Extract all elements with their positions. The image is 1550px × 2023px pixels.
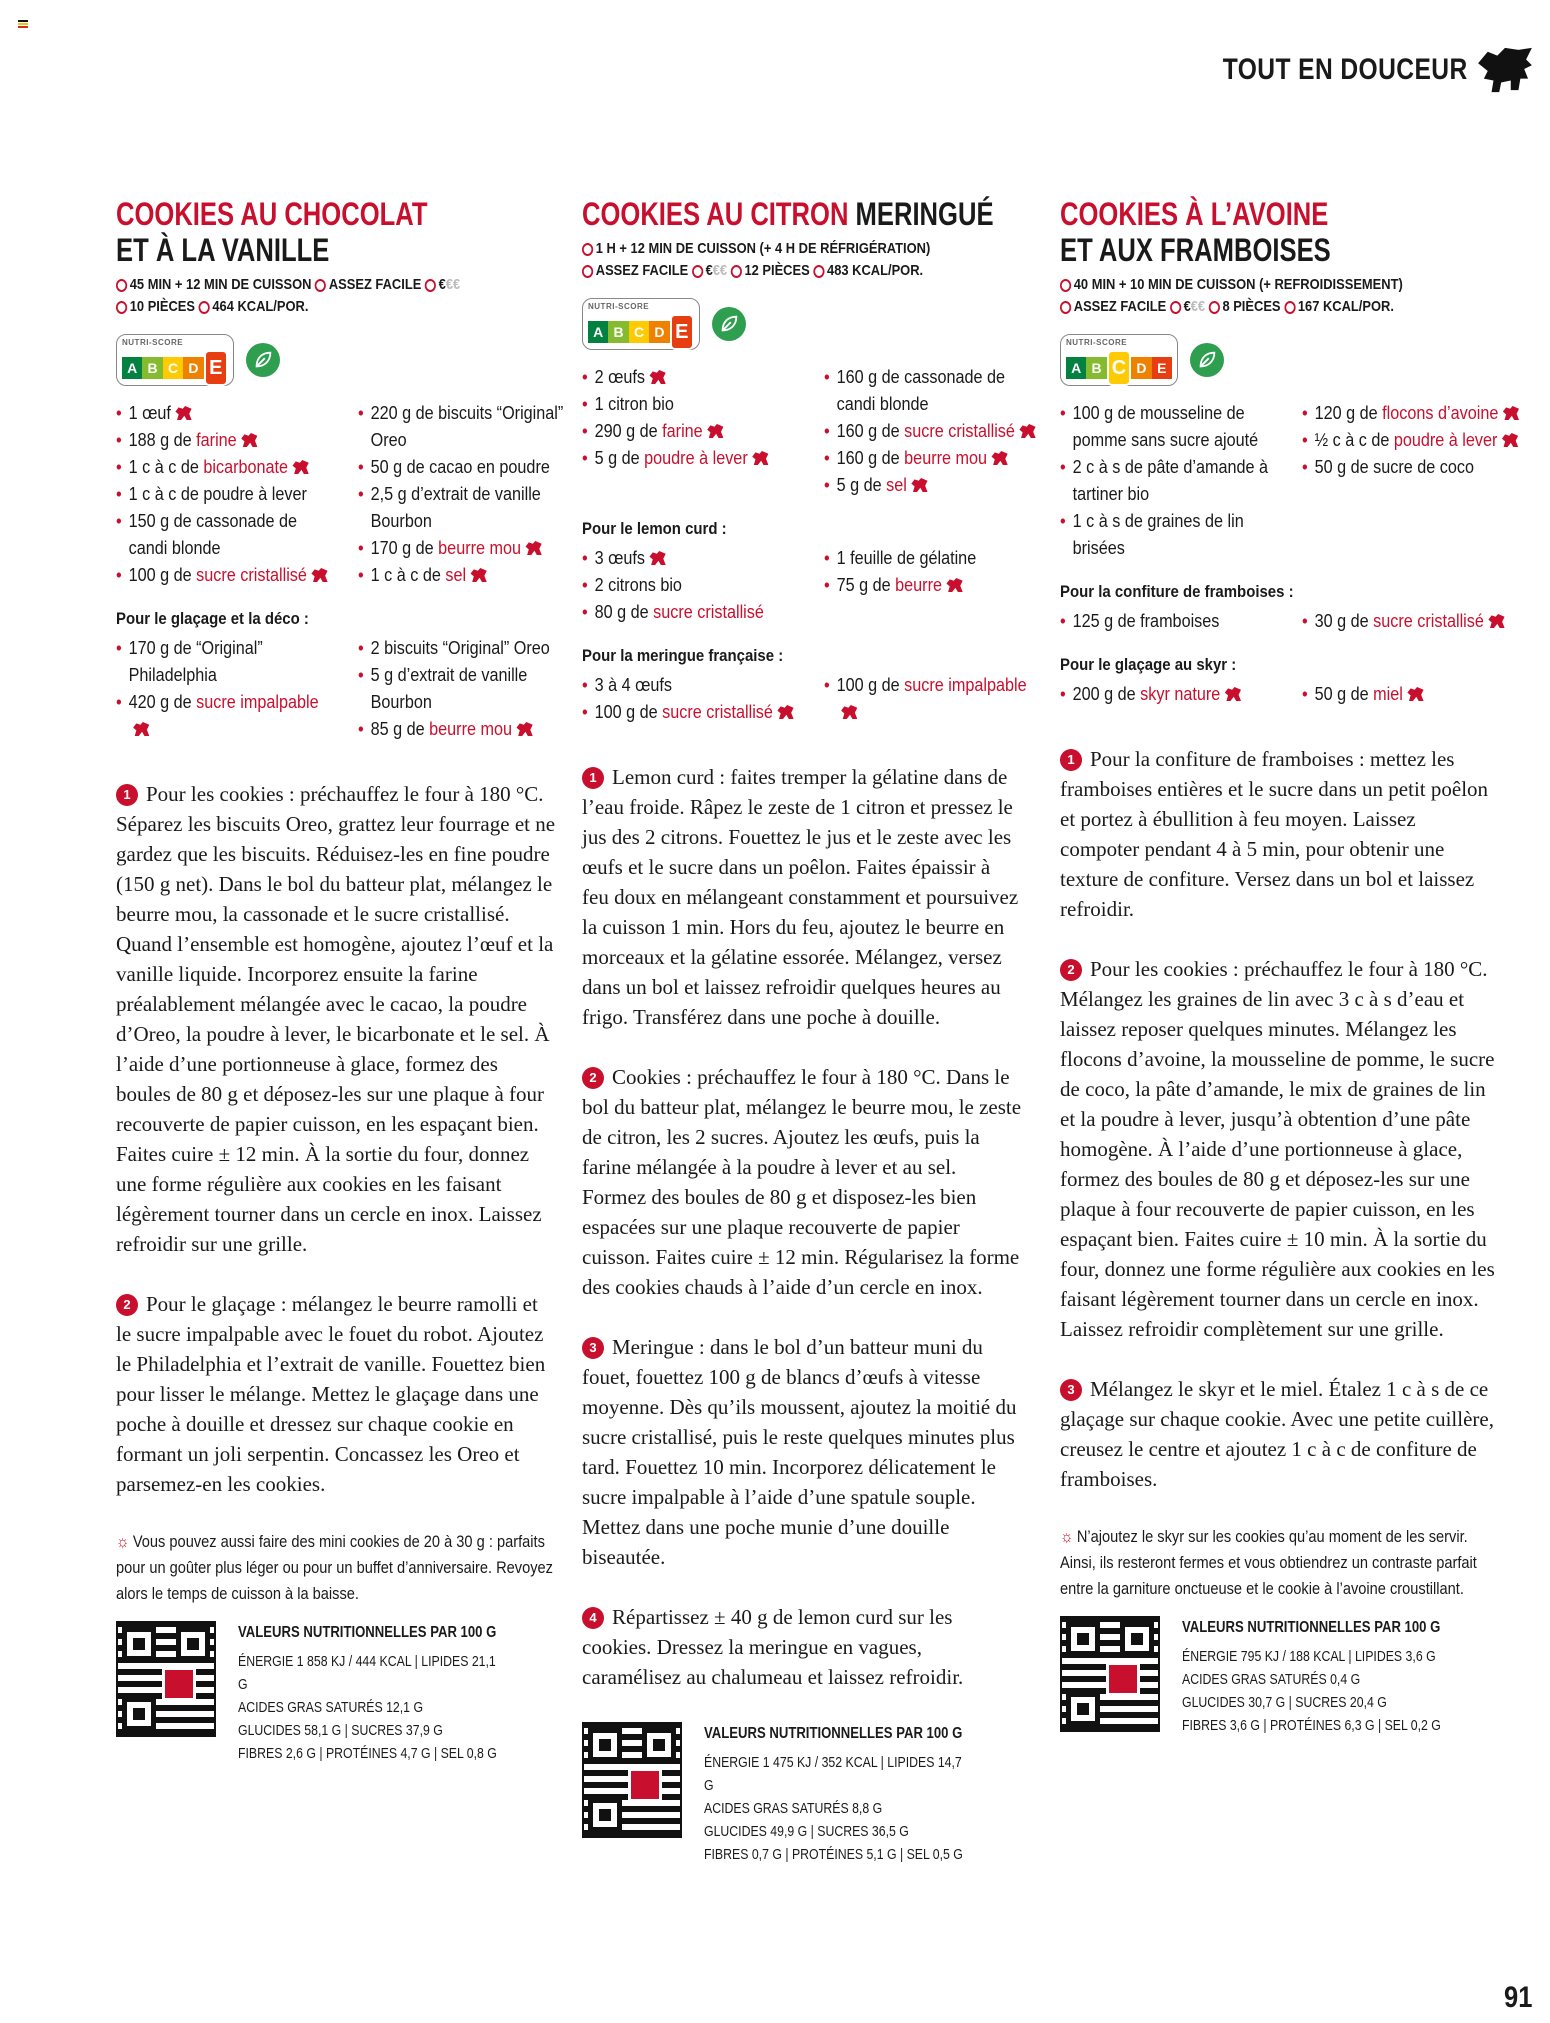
nutri-letter: D (649, 321, 669, 343)
sub-heading: Pour le glaçage au skyr : (1060, 655, 1237, 674)
pot-icon (425, 279, 436, 292)
ingredient-list (582, 364, 802, 499)
ingredient-list (116, 635, 336, 743)
ingredient-item: • 125 g de framboises (1060, 608, 1280, 635)
ingredient-item: • 2,5 g d’extrait de vanille Bourbon (358, 481, 578, 535)
steps (582, 762, 1022, 1692)
flame-icon (813, 265, 824, 278)
clock-icon (1060, 279, 1071, 292)
lion-icon (1503, 406, 1519, 420)
flame-icon (1284, 301, 1295, 314)
nutrition-line: FIBRES 0,7 G | PROTÉINES 5,1 G | SEL 0,5 G (704, 1846, 964, 1863)
ingredient-item: • 160 g de sucre cristallisé (824, 418, 1044, 445)
ingredient-item: • 1 c à c de poudre à lever (116, 481, 336, 508)
nutri-letter: C (629, 321, 649, 343)
ingredient-item: • 170 g de “Original” Philadelphia (116, 635, 336, 689)
ingredient-item: • 100 g de sucre impalpable (824, 672, 1044, 726)
ingredient-item: • 120 g de flocons d’avoine (1302, 400, 1522, 427)
nutrition-line: ACIDES GRAS SATURÉS 0,4 G (1182, 1671, 1361, 1688)
nutrition-box (116, 1621, 556, 1765)
qr-code[interactable] (1060, 1616, 1160, 1732)
nutrition-box (582, 1722, 1022, 1866)
step-number: 2 (582, 1067, 604, 1089)
lion-icon (1019, 424, 1035, 438)
nutri-score-badge: NUTRI-SCORE A B C D E (1060, 334, 1178, 386)
lion-icon (175, 406, 191, 420)
ingredient-item: • 170 g de beurre mou (358, 535, 578, 562)
page-number: 91 (1503, 1981, 1532, 2014)
vegetarian-leaf-icon (1190, 343, 1224, 377)
lion-icon (311, 568, 327, 582)
lion-icon (471, 568, 487, 582)
ingredient-item: • ½ c à c de poudre à lever (1302, 427, 1522, 454)
lion-icon (992, 451, 1008, 465)
ingredient-item: • 5 g de poudre à lever (582, 445, 802, 472)
nutri-letter: E (204, 350, 228, 386)
lion-icon (946, 578, 962, 592)
nutri-score-badge: NUTRI-SCORE A B C D E (582, 298, 700, 350)
nutri-score-badge: NUTRI-SCORE A B C D E (116, 334, 234, 386)
flame-icon (199, 301, 210, 314)
lightbulb-icon: ☼ (116, 1532, 130, 1551)
nutrition-title: VALEURS NUTRITIONNELLES PAR 100 G (704, 1725, 963, 1742)
ingredient-list (824, 672, 1044, 726)
ingredient-list (1060, 400, 1280, 562)
step (1060, 954, 1500, 1344)
lion-icon (1407, 687, 1423, 701)
ingredient-item: • 100 g de sucre cristallisé (582, 699, 802, 726)
ingredient-item: • 75 g de beurre (824, 572, 1044, 599)
steps (116, 779, 556, 1499)
ingredient-item: • 30 g de sucre cristallisé (1302, 608, 1522, 635)
ingredient-item: • 5 g d’extrait de vanille Bourbon (358, 662, 578, 716)
step-text: Mélangez le skyr et le miel. Étalez 1 c à s de ce glaçage sur chaque cookie. Avec une petite cuillère, creusez le centre et ajoutez 1 c à c de confiture de framboises. (1060, 1377, 1494, 1491)
steps (1060, 744, 1500, 1494)
sub-heading: Pour le lemon curd : (582, 519, 727, 538)
ingredient-list (1060, 608, 1280, 635)
tip: ☼ Vous pouvez aussi faire des mini cookies de 20 à 30 g : parfaits pour un goûter plus léger ou pour un buffet d’anniversaire. Revoyez alors le temps de cuisson à la baisse. (116, 1532, 553, 1603)
ingredient-list (358, 400, 578, 589)
page-header (1169, 46, 1534, 94)
step-text: Lemon curd : faites tremper la gélatine dans de l’eau froide. Râpez le zeste de 1 citron et pressez le jus des 2 citrons. Fouettez le jus et le zeste avec les œufs et le sucre dans un poêlon. Faites épaissir à feu doux en mélangeant constamment et poursuivez la cuisson 1 min. Hors du feu, ajoutez le beurre en morceaux et la gélatine essorée. Mélangez, versez dans un bol et laissez refroidir quelques heures au frigo. Transférez dans une poche à douille. (582, 765, 1019, 1029)
recipe-meta: 1 H + 12 MIN DE CUISSON (+ 4 H DE RÉFRIGÉRATION) ASSEZ FACILE €€€ 12 PIÈCES 483 KCAL/POR. (582, 238, 1021, 282)
nutrition-line: GLUCIDES 30,7 G | SUCRES 20,4 G (1182, 1694, 1388, 1711)
lion-icon (133, 722, 149, 736)
nutri-letter: B (1086, 357, 1106, 379)
nutrition-line: ACIDES GRAS SATURÉS 8,8 G (704, 1800, 883, 1817)
nutrition-line: FIBRES 2,6 G | PROTÉINES 4,7 G | SEL 0,8 G (238, 1745, 498, 1762)
lion-icon (517, 722, 533, 736)
clock-icon (582, 243, 593, 256)
ingredients (582, 364, 1022, 499)
step-text: Pour les cookies : préchauffez le four à 180 °C. Séparez les biscuits Oreo, grattez leur fourrage et ne gardez que les biscuits. Réduisez-les en fine poudre (150 g net). Dans le bol du batteur plat, mélangez le beurre mou, la cassonade et le sucre cristallisé. Quand l’ensemble est homogène, ajoutez l’œuf et la vanille liquide. Incorporez ensuite la farine préalablement mélangée avec le cacao, la poudre d’Oreo, la poudre à lever, le bicarbonate et le sel. À l’aide d’une portionneuse à glace, formez des boules de 80 g et déposez-les sur une plaque à four recouverte de papier cuisson, en les espaçant bien. Faites cuire ± 12 min. À la sortie du four, donnez une forme régulière aux cookies en les faisant légèrement tourner dans un cercle en inox. Laissez refroidir sur une grille. (116, 782, 556, 1256)
lion-icon (911, 478, 927, 492)
ingredients (1060, 400, 1500, 562)
step-number: 1 (582, 767, 604, 789)
step-number: 2 (1060, 959, 1082, 981)
ingredients-skyr (1060, 681, 1500, 708)
chef-hat-icon (582, 265, 593, 278)
ingredient-list (1302, 681, 1522, 708)
ingredient-item: • 2 citrons bio (582, 572, 802, 599)
pot-icon (1170, 301, 1181, 314)
ingredient-item: • 50 g de sucre de coco (1302, 454, 1522, 481)
ingredient-item: • 160 g de beurre mou (824, 445, 1044, 472)
ingredient-item: • 85 g de beurre mou (358, 716, 578, 743)
nutrition-box (1060, 1616, 1500, 1737)
ingredient-list (1060, 681, 1280, 708)
lion-icon (777, 705, 793, 719)
ingredient-item: • 1 feuille de gélatine (824, 545, 1044, 572)
sub-heading: Pour la confiture de framboises : (1060, 582, 1294, 601)
step-number: 1 (1060, 749, 1082, 771)
ingredient-item: • 1 c à s de graines de lin brisées (1060, 508, 1280, 562)
chef-hat-icon (315, 279, 326, 292)
ingredient-item: • 80 g de sucre cristallisé (582, 599, 802, 626)
ingredient-item: • 1 c à c de sel (358, 562, 578, 589)
ingredient-item: • 2 c à s de pâte d’amande à tartiner bio (1060, 454, 1280, 508)
ingredient-item: • 188 g de farine (116, 427, 336, 454)
ingredient-item: • 50 g de cacao en poudre (358, 454, 578, 481)
nutri-letter: D (1131, 357, 1151, 379)
nutri-letter: A (588, 321, 608, 343)
nutrition-line: ÉNERGIE 795 KJ / 188 KCAL | LIPIDES 3,6 G (1182, 1648, 1436, 1665)
nutri-letter: C (163, 357, 183, 379)
ingredient-item: • 150 g de cassonade de candi blonde (116, 508, 336, 562)
person-icon (731, 265, 742, 278)
ingredient-item: • 220 g de biscuits “Original” Oreo (358, 400, 578, 454)
lightbulb-icon: ☼ (1060, 1527, 1074, 1546)
ingredient-item: • 290 g de farine (582, 418, 802, 445)
tip: ☼ N’ajoutez le skyr sur les cookies qu’au moment de les servir. Ainsi, ils resteront fermes et vous obtiendrez un contraste parfait entre la garniture onctueuse et le cookie à l’avoine croustillant. (1060, 1527, 1477, 1598)
ingredients-meringue (582, 672, 1027, 726)
nutrition-line: ÉNERGIE 1 475 KJ / 352 KCAL | LIPIDES 14,7 G (704, 1754, 962, 1794)
recipe-lemon-meringue (582, 196, 1027, 1866)
nutrition-line: ÉNERGIE 1 858 KJ / 444 KCAL | LIPIDES 21,1 G (238, 1653, 496, 1693)
nutri-letter: A (1066, 357, 1086, 379)
nutrition-title: VALEURS NUTRITIONNELLES PAR 100 G (1182, 1619, 1441, 1636)
nutri-letter: D (183, 357, 203, 379)
lion-icon (650, 370, 666, 384)
clock-icon (116, 279, 127, 292)
lion-icon (1488, 614, 1504, 628)
nutri-letter: E (670, 314, 694, 350)
nutri-letter: B (608, 321, 628, 343)
ingredient-item: • 3 œufs (582, 545, 802, 572)
ingredient-item: • 200 g de skyr nature (1060, 681, 1280, 708)
ingredient-list (116, 400, 336, 589)
step (116, 779, 556, 1259)
lion-icon (526, 541, 542, 555)
step-text: Cookies : préchauffez le four à 180 °C. Dans le bol du batteur plat, mélangez le beurre mou, le zeste de citron, les 2 sucres. Ajoutez les œufs, puis la farine mélangée à la poudre à lever et au sel. Formez des boules de 80 g et disposez-les bien espacées sur une plaque recouverte de papier cuisson. Faites cuire ± 12 min. Régularisez la forme des cookies chauds à l’aide d’un cercle en inox. (582, 1065, 1022, 1299)
vegetarian-leaf-icon (712, 307, 746, 341)
lion-icon (293, 460, 309, 474)
nutri-letter: C (1107, 350, 1131, 386)
ingredient-list (582, 545, 802, 626)
recipe-title: COOKIES AU CHOCOLAT ET À LA VANILLE (116, 196, 428, 268)
delhaize-lion-icon (1476, 46, 1534, 94)
step-text: Pour la confiture de framboises : mettez les framboises entières et le sucre dans un petit poêlon et portez à ébullition à feu moyen. Laissez compoter pendant 4 à 5 min, pour obtenir une texture de confiture. Versez dans un bol et laissez refroidir. (1060, 747, 1489, 921)
lion-icon (1225, 687, 1241, 701)
nutri-letter: E (1152, 357, 1172, 379)
ingredient-list (1302, 400, 1522, 562)
ingredient-item: • 5 g de sel (824, 472, 1044, 499)
person-icon (116, 301, 127, 314)
vegetarian-leaf-icon (246, 343, 280, 377)
step-number: 2 (116, 1294, 138, 1316)
lion-icon (752, 451, 768, 465)
ingredient-list (824, 545, 1044, 626)
lion-icon (707, 424, 723, 438)
nutrition-line: GLUCIDES 58,1 G | SUCRES 37,9 G (238, 1722, 444, 1739)
sub-heading: Pour le glaçage et la déco : (116, 609, 309, 628)
ingredient-list (824, 364, 1044, 499)
lion-icon (1502, 433, 1518, 447)
nutri-letter: B (142, 357, 162, 379)
step-text: Pour les cookies : préchauffez le four à 180 °C. Mélangez les graines de lin avec 3 c à s d’eau et laissez reposer quelques minutes. Mélangez les flocons d’avoine, la mousseline de pomme, le sucre de coco, la pâte d’amande, le mix de graines de lin et la poudre à lever, jusqu’à obtention d’une pâte homogène. À l’aide d’une portionneuse à glace, formez des boules de 80 g et déposez-les sur une plaque à four recouverte de papier cuisson, en les espaçant bien. Faites cuire ± 10 min. À la sortie du four, donnez une forme régulière aux cookies en les faisant légèrement tourner dans un cercle en inox. Laissez refroidir complètement sur une grille. (1060, 957, 1495, 1341)
person-icon (1209, 301, 1220, 314)
step (582, 1602, 1022, 1692)
ingredient-list (1302, 608, 1522, 635)
ingredients-glaze (116, 635, 556, 743)
recipe-meta: 45 MIN + 12 MIN DE CUISSON ASSEZ FACILE €€€ 10 PIÈCES 464 KCAL/POR. (116, 274, 555, 318)
nutri-letter: A (122, 357, 142, 379)
nutrition-line: GLUCIDES 49,9 G | SUCRES 36,5 G (704, 1823, 910, 1840)
lion-icon (650, 551, 666, 565)
step (1060, 744, 1500, 924)
step-text: Meringue : dans le bol d’un batteur muni du fouet, fouettez 100 g de blancs d’œufs à vitesse moyenne. Dès qu’ils moussent, ajoutez la moitié du sucre cristallisé, puis le reste quelques minutes plus tard. Fouettez 10 min. Incorporez délicatement le sucre impalpable à l’aide d’une spatule souple. Mettez dans une poche munie d’une douille biseautée. (582, 1335, 1017, 1569)
ingredient-item: • 3 à 4 œufs (582, 672, 802, 699)
ingredients-jam (1060, 608, 1500, 635)
step (1060, 1374, 1500, 1494)
ingredients-lemon-curd (582, 545, 1022, 626)
nutrition-line: FIBRES 3,6 G | PROTÉINES 6,3 G | SEL 0,2 G (1182, 1717, 1442, 1734)
recipe-oat-raspberry (1060, 196, 1500, 1737)
ingredient-item: • 100 g de sucre cristallisé (116, 562, 336, 589)
ingredient-item: • 2 biscuits “Original” Oreo (358, 635, 578, 662)
ingredient-item: • 1 citron bio (582, 391, 802, 418)
ingredient-item: • 2 œufs (582, 364, 802, 391)
recipe-meta: 40 MIN + 10 MIN DE CUISSON (+ REFROIDISSEMENT) ASSEZ FACILE €€€ 8 PIÈCES 167 KCAL/POR. (1060, 274, 1499, 318)
qr-code[interactable] (582, 1722, 682, 1838)
recipe-title: COOKIES À L’AVOINE ET AUX FRAMBOISES (1060, 196, 1331, 268)
step-number: 1 (116, 784, 138, 806)
flag-icon (18, 20, 28, 28)
ingredient-item: • 160 g de cassonade de candi blonde (824, 364, 1044, 418)
recipe-title: COOKIES AU CITRON MERINGUÉ (582, 196, 994, 232)
qr-code[interactable] (116, 1621, 216, 1737)
pot-icon (692, 265, 703, 278)
ingredient-item: • 1 c à c de bicarbonate (116, 454, 336, 481)
ingredient-item: • 100 g de mousseline de pomme sans sucre ajouté (1060, 400, 1280, 454)
step (582, 762, 1022, 1032)
chef-hat-icon (1060, 301, 1071, 314)
nutrition-line: ACIDES GRAS SATURÉS 12,1 G (238, 1699, 424, 1716)
sub-heading: Pour la meringue française : (582, 646, 784, 665)
ingredient-list (582, 672, 802, 726)
lion-icon (241, 433, 257, 447)
ingredient-list (358, 635, 578, 743)
ingredient-item: • 420 g de sucre impalpable (116, 689, 336, 743)
step-text: Répartissez ± 40 g de lemon curd sur les cookies. Dressez la meringue en vagues, caramélisez au chalumeau et laissez refroidir. (582, 1605, 964, 1689)
step-number: 4 (582, 1607, 604, 1629)
step (582, 1062, 1022, 1302)
nutrition-title: VALEURS NUTRITIONNELLES PAR 100 G (238, 1624, 497, 1641)
step-text: Pour le glaçage : mélangez le beurre ramolli et le sucre impalpable avec le fouet du robot. Ajoutez le Philadelphia et l’extrait de vanille. Fouettez bien pour lisser le mélange. Mettez le glaçage dans une poche à douille et dressez sur chaque cookie en formant un joli serpentin. Concassez les Oreo et parsemez-en les cookies. (116, 1292, 546, 1496)
recipe-chocolate-vanilla (116, 196, 564, 1765)
ingredients (116, 400, 564, 589)
ingredient-item: • 1 œuf (116, 400, 336, 427)
step (116, 1289, 556, 1499)
ingredient-item: • 50 g de miel (1302, 681, 1522, 708)
lion-icon (841, 705, 857, 719)
step-number: 3 (1060, 1379, 1082, 1401)
step (582, 1332, 1022, 1572)
section-title: TOUT EN DOUCEUR (1223, 53, 1468, 86)
step-number: 3 (582, 1337, 604, 1359)
